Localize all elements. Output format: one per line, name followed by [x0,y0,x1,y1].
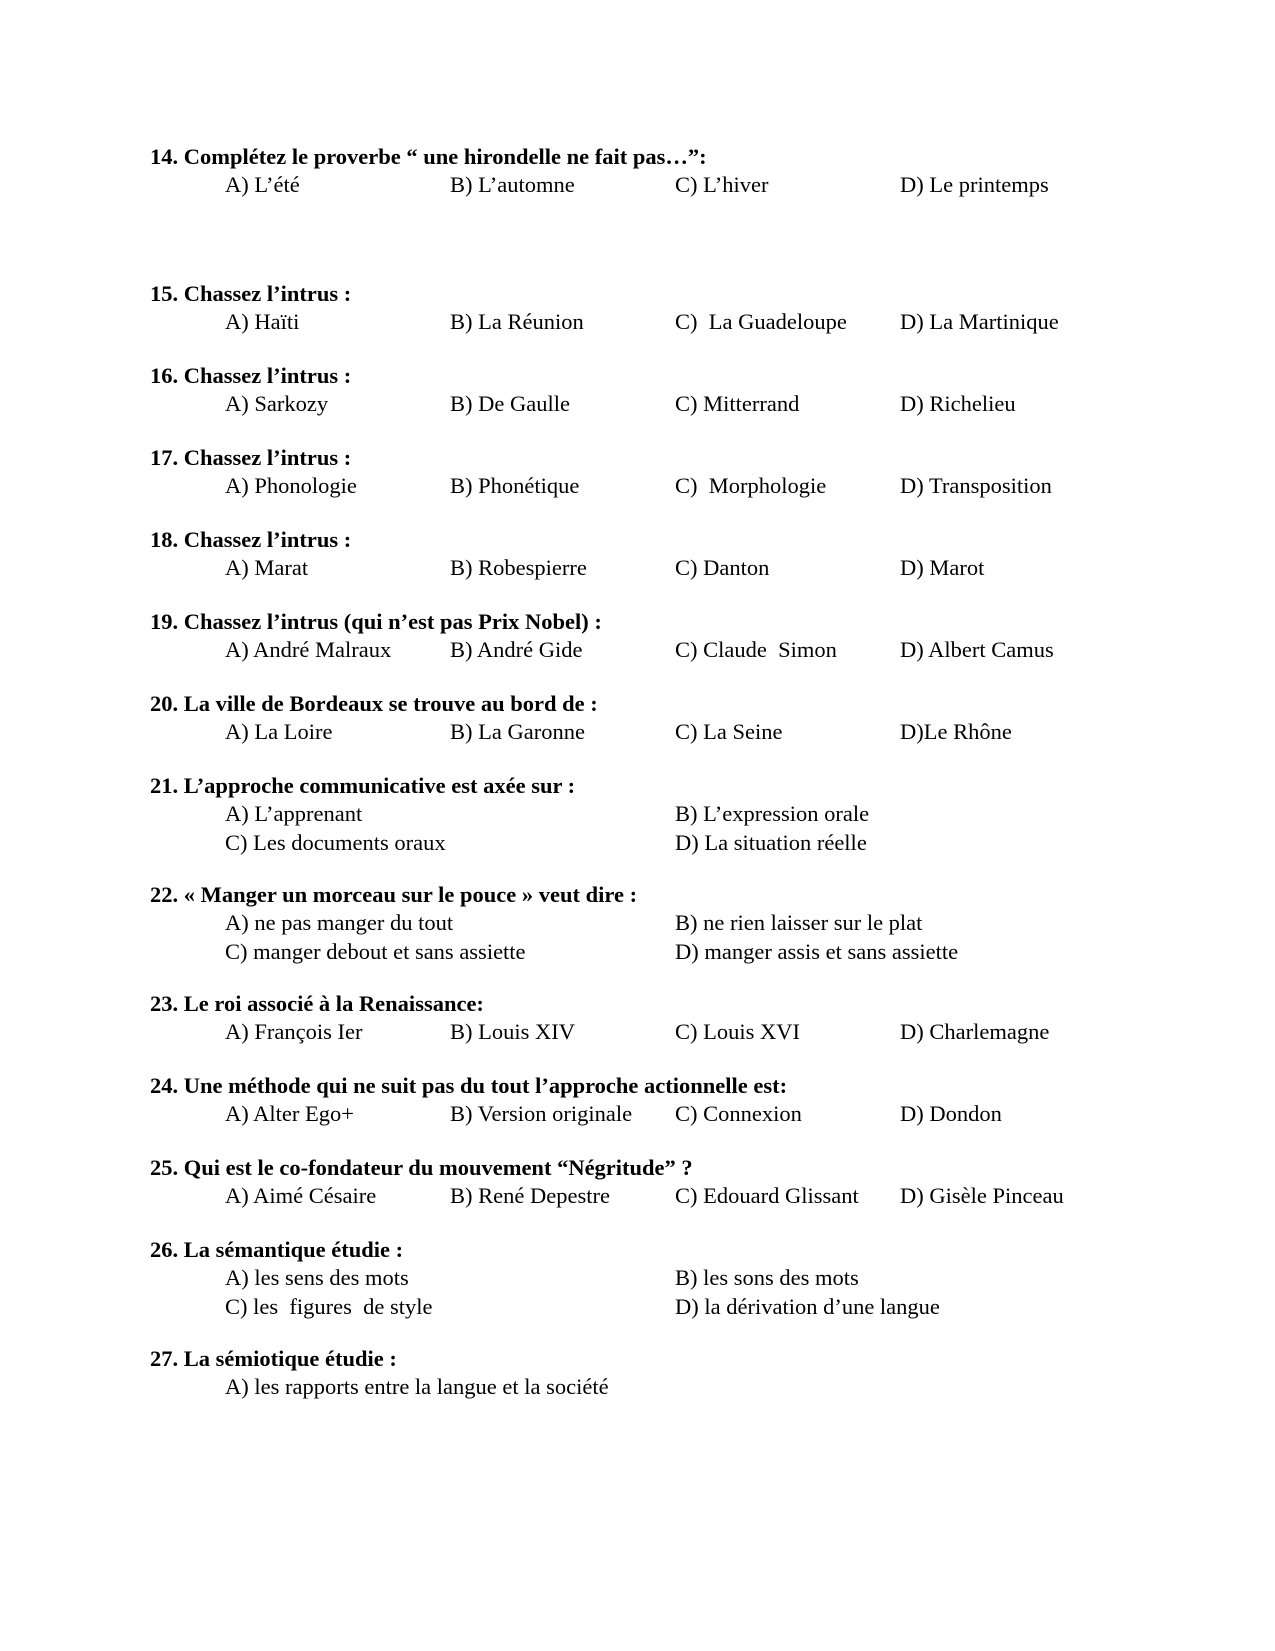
options-row [225,390,1150,419]
options [225,472,1150,501]
options-row [225,308,1150,337]
options [225,390,1150,419]
option-b: B) ne rien laisser sur le plat [675,910,923,935]
question-24 [150,1072,1150,1129]
option-b: B) L’expression orale [675,801,870,826]
question-title: 14. Complétez le proverbe “ une hirondelle ne fait pas…”: [150,144,707,169]
question-title: 26. La sémantique étudie : [150,1237,404,1262]
option-d: D) Gisèle Pinceau [900,1183,1064,1208]
option-c: C) Connexion [675,1101,802,1126]
option-c: C) Les documents oraux [225,830,446,855]
option-d: D) Albert Camus [900,637,1054,662]
options [225,1182,1150,1211]
question-21 [150,772,1150,858]
options-row [225,171,1150,200]
options [225,718,1150,747]
question-27 [150,1345,1150,1402]
option-a: A) L’apprenant [225,801,363,826]
options-row [225,636,1150,665]
option-a: A) Marat [225,555,309,580]
question-23 [150,990,1150,1047]
option-a: A) Haïti [225,309,300,334]
option-d: D) manger assis et sans assiette [675,939,959,964]
question-14 [150,143,1150,200]
option-c: C) les figures de style [225,1294,433,1319]
options-row [225,1100,1150,1129]
option-a: A) les rapports entre la langue et la société [225,1374,609,1399]
options-row [225,938,1150,967]
question-title: 23. Le roi associé à la Renaissance: [150,991,484,1016]
question-title: 18. Chassez l’intrus : [150,527,352,552]
question-22 [150,881,1150,967]
options-row [225,909,1150,938]
option-c: C) manger debout et sans assiette [225,939,526,964]
option-c: C) Louis XVI [675,1019,800,1044]
question-20 [150,690,1150,747]
option-c: C) Morphologie [675,473,827,498]
option-d: D) La Martinique [900,309,1059,334]
options [225,909,1150,967]
option-b: B) André Gide [450,637,583,662]
options-row [225,718,1150,747]
options [225,1373,1150,1402]
question-17 [150,444,1150,501]
option-d: D) Charlemagne [900,1019,1050,1044]
question-title: 15. Chassez l’intrus : [150,281,352,306]
options [225,1264,1150,1322]
option-c: C) La Guadeloupe [675,309,847,334]
option-d: D) Marot [900,555,985,580]
option-a: A) André Malraux [225,637,392,662]
question-title: 27. La sémiotique étudie : [150,1346,397,1371]
option-b: B) La Réunion [450,309,584,334]
option-d: D)Le Rhône [900,719,1012,744]
option-c: C) Mitterrand [675,391,800,416]
option-d: D) Le printemps [900,172,1049,197]
options-row [225,1018,1150,1047]
option-a: A) ne pas manger du tout [225,910,454,935]
option-b: B) Louis XIV [450,1019,575,1044]
question-16 [150,362,1150,419]
options [225,1100,1150,1129]
question-19 [150,608,1150,665]
option-d: D) Richelieu [900,391,1016,416]
options-row [225,800,1150,829]
options [225,171,1150,200]
options-row [225,1182,1150,1211]
question-title: 20. La ville de Bordeaux se trouve au bord de : [150,691,598,716]
option-a: A) Alter Ego+ [225,1101,354,1126]
options-row [225,472,1150,501]
option-a: A) La Loire [225,719,333,744]
question-title: 19. Chassez l’intrus (qui n’est pas Prix Nobel) : [150,609,602,634]
option-d: D) La situation réelle [675,830,867,855]
option-d: D) Dondon [900,1101,1002,1126]
options [225,554,1150,583]
option-d: D) la dérivation d’une langue [675,1294,940,1319]
option-a: A) L’été [225,172,300,197]
option-a: A) les sens des mots [225,1265,409,1290]
option-b: B) De Gaulle [450,391,570,416]
question-25 [150,1154,1150,1211]
option-b: B) les sons des mots [675,1265,859,1290]
question-title: 22. « Manger un morceau sur le pouce » veut dire : [150,882,638,907]
options [225,800,1150,858]
options-row [225,829,1150,858]
options [225,1018,1150,1047]
option-c: C) L’hiver [675,172,769,197]
question-15 [150,280,1150,337]
option-c: C) Claude Simon [675,637,837,662]
option-c: C) Danton [675,555,770,580]
question-title: 25. Qui est le co-fondateur du mouvement “Négritude” ? [150,1155,693,1180]
option-b: B) Robespierre [450,555,587,580]
question-18 [150,526,1150,583]
option-a: A) Phonologie [225,473,357,498]
options-row [225,1264,1150,1293]
option-a: A) Aimé Césaire [225,1183,377,1208]
question-title: 17. Chassez l’intrus : [150,445,352,470]
question-title: 21. L’approche communicative est axée sur : [150,773,576,798]
question-title: 16. Chassez l’intrus : [150,363,352,388]
options [225,308,1150,337]
option-b: B) La Garonne [450,719,585,744]
option-a: A) Sarkozy [225,391,329,416]
question-title: 24. Une méthode qui ne suit pas du tout l’approche actionnelle est: [150,1073,788,1098]
option-b: B) L’automne [450,172,575,197]
option-b: B) Phonétique [450,473,580,498]
option-b: B) René Depestre [450,1183,610,1208]
option-d: D) Transposition [900,473,1052,498]
option-c: C) Edouard Glissant [675,1183,859,1208]
options-row [225,1293,1150,1322]
option-b: B) Version originale [450,1101,633,1126]
question-26 [150,1236,1150,1322]
option-c: C) La Seine [675,719,783,744]
option-a: A) François Ier [225,1019,363,1044]
options [225,636,1150,665]
options-row [225,554,1150,583]
options-row [225,1373,1150,1402]
